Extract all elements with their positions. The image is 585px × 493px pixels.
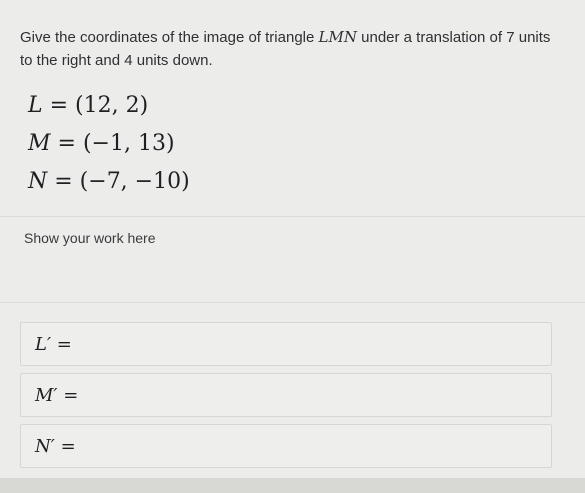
given-point-m: M = (−1, 13) xyxy=(28,131,175,156)
answer-input-l[interactable] xyxy=(83,322,551,366)
question-text-after: under a translation of 7 units to the right and 4 units down. xyxy=(20,29,551,69)
given-point-l: L = (12, 2) xyxy=(28,93,149,118)
answer-box-l[interactable] xyxy=(20,322,552,366)
bottom-strip xyxy=(0,478,585,493)
answer-input-n[interactable] xyxy=(83,424,551,468)
work-label: Show your work here xyxy=(24,230,156,246)
point-value: (−7, −10) xyxy=(79,169,190,194)
answer-input-m[interactable] xyxy=(83,373,551,417)
question-text-before: Give the coordinates of the image of triangle xyxy=(20,29,319,46)
answer-box-m[interactable] xyxy=(20,373,552,417)
point-name: L xyxy=(28,93,43,118)
point-value: (−1, 13) xyxy=(82,131,175,156)
work-area[interactable] xyxy=(0,216,585,302)
answer-label-m: M′ = xyxy=(35,384,79,406)
answer-label-n: N′ = xyxy=(35,435,76,457)
answer-box-n[interactable] xyxy=(20,424,552,468)
question-text xyxy=(20,26,565,72)
answer-label-l: L′ = xyxy=(35,333,72,355)
given-coordinates xyxy=(28,87,190,201)
triangle-name: LMN xyxy=(318,28,357,46)
point-name: N xyxy=(28,169,48,194)
given-point-n: N = (−7, −10) xyxy=(28,169,190,194)
divider xyxy=(0,302,585,303)
point-name: M xyxy=(28,131,51,156)
point-value: (12, 2) xyxy=(75,93,149,118)
